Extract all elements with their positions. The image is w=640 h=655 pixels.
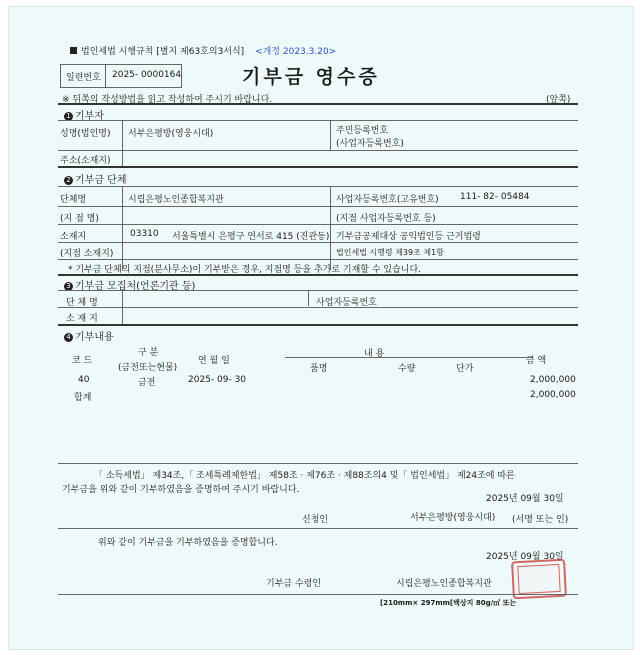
header-amount: 금 액 [526, 356, 547, 366]
page-title: 기부금 영수증 [242, 66, 380, 88]
paper-spec: [210mm× 297mm[백상지 80g/㎡ 또는 [380, 599, 517, 607]
rule [285, 357, 533, 358]
divider [330, 120, 331, 150]
applicant-label: 신청인 [302, 515, 329, 525]
org-section-label: 기부금 단체 [75, 175, 127, 186]
org-section-title [64, 171, 126, 186]
header-date: 연 월 일 [198, 356, 230, 366]
details-section-title [64, 328, 114, 343]
serial-label: 일련번호 [66, 73, 101, 83]
divider [330, 186, 331, 270]
agent-section-label: 기부금 모집처(언론기관 등) [75, 281, 196, 292]
serial-value: 2025- 0000164 [112, 70, 182, 80]
sign-note: (서명 또는 인) [512, 515, 569, 525]
rule-thick [58, 324, 578, 326]
row-amount: 2,000,000 [530, 375, 576, 385]
request-text: 기부금을 위와 같이 기부하였음을 증명하여 주시기 바랍니다. [62, 485, 300, 495]
confirm-text: 위와 같이 기부금을 기부하였음을 증명합니다. [98, 538, 278, 548]
request-date: 2025년 09월 30일 [486, 494, 564, 504]
org-branch-location-label: (지점 소재지) [60, 249, 114, 259]
divider [122, 150, 123, 166]
donor-name-value: 서부은평방(영웅시대) [128, 129, 214, 139]
rule [58, 224, 578, 225]
rule [58, 150, 578, 151]
org-address: 서울특별시 은평구 연서로 415 (진관동) [172, 232, 330, 242]
row-code: 40 [78, 375, 90, 385]
rule [58, 307, 578, 308]
recipient-label: 기부금 수령인 [266, 579, 322, 589]
agent-bizno-label: 사업자등록번호 [316, 298, 377, 308]
rule-thick [58, 274, 578, 276]
rule-top [58, 103, 578, 105]
org-name-label: 단체명 [60, 195, 87, 205]
org-branch-note: * 기부금 단체의 지점(분사무소)이 기부받은 경우, 지점명 등을 추가로 기재할 수 있습니다. [68, 265, 422, 275]
donor-section-label: 기부자 [75, 111, 104, 122]
rule [58, 259, 578, 260]
rule [58, 206, 578, 207]
divider [122, 186, 123, 270]
instruction-note: ※ 뒤쪽의 작성방법을 읽고 작성하여 주시기 바랍니다. [62, 95, 273, 105]
org-branch-bizno-label: (지점 사업자등록번호 등) [336, 214, 436, 224]
law-text: 「 소득세법」 제34조,「 조세특례제한법」 제58조 · 제76조 · 제88조의4 및「 법인세법」 제24조에 따른 [94, 471, 515, 481]
rule [58, 186, 578, 187]
divider [122, 120, 123, 150]
page-side-label: (앞쪽) [546, 95, 571, 105]
recipient-name: 시립은평노인종합복지관 [396, 579, 492, 589]
rule [58, 242, 578, 243]
rule [58, 528, 578, 529]
section-number-badge: 1 [64, 112, 73, 121]
rule [58, 290, 578, 291]
org-basis-value: 법인세법 시행령 제39조 제1항 [336, 248, 444, 257]
donor-name-label: 성명(법인명) [60, 129, 111, 139]
header-item: 품명 [310, 364, 328, 374]
header-qty: 수량 [398, 364, 416, 374]
confirm-date: 2025년 09월 30일 [486, 552, 564, 562]
serial-divider [105, 64, 106, 88]
agent-location-label: 소 재 지 [66, 314, 98, 324]
applicant-name: 서부은평방(영웅시대) [410, 513, 496, 523]
divider [308, 290, 309, 306]
agent-name-label: 단 체 명 [66, 298, 98, 308]
header-price: 단가 [456, 364, 474, 374]
total-label: 합계 [74, 393, 92, 403]
section-number-badge: 2 [64, 176, 73, 185]
rule [58, 120, 578, 121]
rule [58, 594, 578, 595]
section-number-badge: 3 [64, 282, 73, 291]
row-date: 2025- 09- 30 [188, 375, 247, 385]
donor-id-label-1: 주민등록번호 [336, 126, 389, 136]
regulation-line [70, 44, 336, 57]
section-number-badge: 4 [64, 333, 73, 342]
total-amount: 2,000,000 [530, 390, 576, 400]
header-code: 코 드 [72, 356, 93, 366]
org-basis-label: 기부금공제대상 공익법인등 근거법령 [336, 232, 481, 242]
header-content: 내 용 [364, 349, 385, 359]
row-type: 금전 [138, 378, 156, 388]
rule [58, 463, 578, 464]
org-bizno-value: 111- 82- 05484 [460, 192, 530, 202]
square-bullet-icon [70, 47, 77, 54]
revision-text: <개정 2023.3.20> [255, 47, 337, 57]
header-type-2: (금전또는현물) [118, 363, 178, 373]
org-zip: 03310 [130, 229, 159, 239]
details-section-label: 기부내용 [75, 332, 114, 343]
donor-address-label: 주소(소재지) [60, 156, 111, 166]
org-location-label: 소재지 [60, 232, 87, 242]
org-bizno-label: 사업자등록번호(고유번호) [336, 195, 439, 205]
rule-thick [58, 166, 578, 168]
org-branch-label: (지 점 명) [60, 214, 99, 224]
org-name-value: 시립은평노인종합복지관 [128, 195, 224, 205]
regulation-text: 법인세법 시행규칙 [별지 제63호의3서식] [81, 47, 245, 57]
header-type-1: 구 분 [138, 348, 159, 358]
donor-id-label-2: (사업자등록번호) [336, 139, 404, 149]
